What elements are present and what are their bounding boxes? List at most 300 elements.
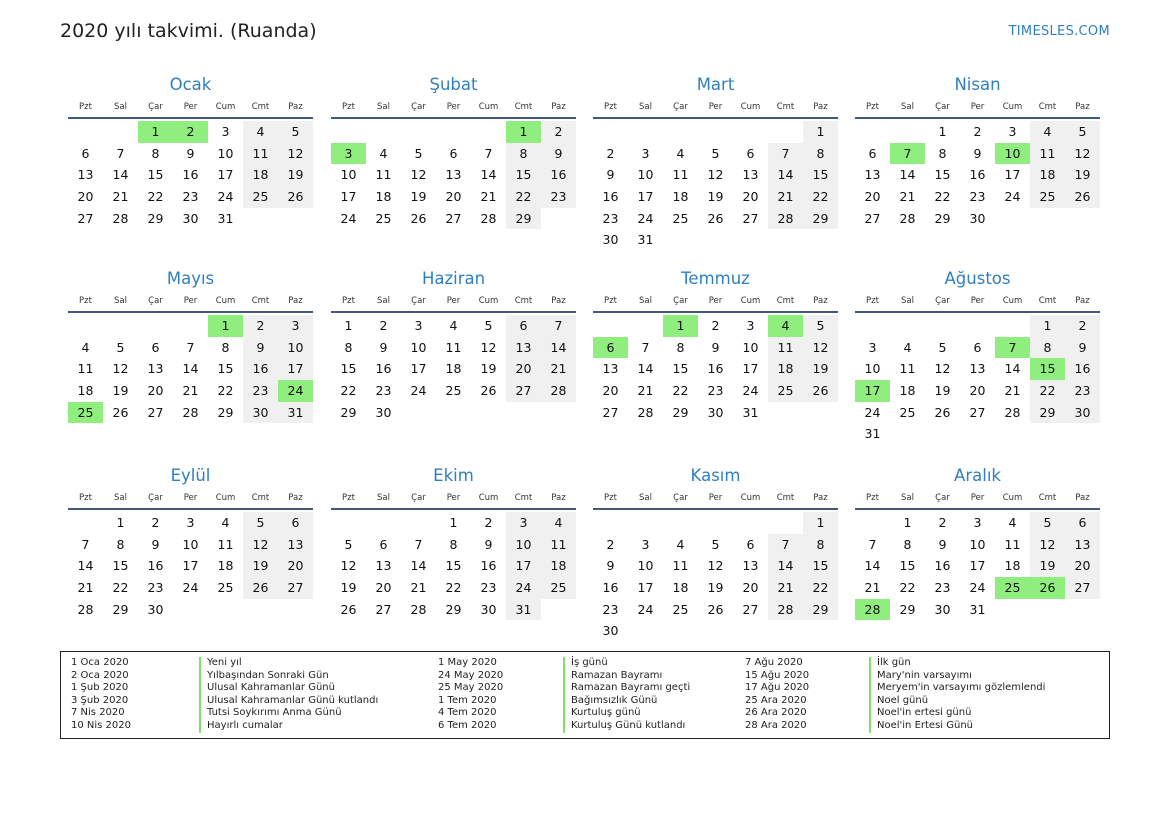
- day-cell: 1: [116, 515, 125, 530]
- day-cell: 23: [147, 580, 164, 596]
- day-cell: 5: [1065, 121, 1100, 143]
- weekday-label: Cmt: [776, 296, 795, 306]
- day-cell: 5: [116, 339, 125, 355]
- day-cell: 26: [112, 404, 129, 420]
- empty-cell: [698, 512, 733, 534]
- day-cell: 24: [742, 383, 759, 399]
- legend-holiday-name: Hayırlı cumalar: [207, 719, 283, 731]
- weekday-label: Cmt: [1038, 102, 1057, 112]
- weekday-label: Cum: [1002, 296, 1023, 306]
- day-cell: 19: [480, 361, 497, 377]
- day-cell: 6: [1065, 512, 1100, 534]
- day-cell: 3: [278, 315, 313, 337]
- legend-holiday-name: Yeni yıl: [207, 657, 242, 668]
- day-cell: 10: [637, 167, 654, 183]
- day-cell: 26: [278, 186, 313, 208]
- day-cell: 10: [969, 536, 986, 552]
- empty-cell: [436, 121, 471, 143]
- day-cell: 17: [637, 189, 654, 205]
- empty-cell: [733, 121, 768, 143]
- day-cell: 24: [217, 189, 234, 205]
- day-cell: 3: [868, 339, 877, 355]
- legend-date: 2 Oca 2020: [71, 669, 129, 681]
- day-cell: 9: [151, 536, 160, 552]
- day-cell: 27: [742, 210, 759, 226]
- day-cell: 16: [707, 361, 724, 377]
- holiday-day-cell: 2: [173, 121, 208, 143]
- day-cell: 24: [969, 580, 986, 596]
- month-block: [331, 465, 576, 620]
- day-cell: 21: [637, 383, 654, 399]
- day-cell: 15: [803, 555, 838, 577]
- holiday-day-cell: 24: [278, 380, 313, 402]
- day-cell: 10: [410, 339, 427, 355]
- day-cell: 11: [768, 337, 803, 359]
- day-cell: 31: [637, 232, 654, 248]
- day-cell: 16: [375, 361, 392, 377]
- empty-cell: [68, 315, 103, 337]
- day-cell: 19: [934, 383, 951, 399]
- weekday-label: Sal: [114, 493, 127, 503]
- day-cell: 15: [445, 558, 462, 574]
- empty-cell: [401, 121, 436, 143]
- month-block: [68, 268, 313, 423]
- day-cell: 13: [375, 558, 392, 574]
- weekday-label: Per: [183, 296, 198, 306]
- empty-cell: [628, 512, 663, 534]
- weekday-label: Pzt: [342, 296, 355, 306]
- weekday-label: Cum: [1002, 102, 1023, 112]
- day-cell: 1: [903, 515, 912, 530]
- weekday-label: Cmt: [1038, 493, 1057, 503]
- day-cell: 12: [278, 143, 313, 165]
- day-cell: 10: [340, 167, 357, 183]
- day-cell: 4: [221, 515, 230, 530]
- weekday-label: Cum: [740, 102, 761, 112]
- weekday-label: Paz: [1075, 493, 1090, 503]
- day-cell: 22: [340, 383, 357, 399]
- day-cell: 22: [1030, 380, 1065, 402]
- day-cell: 2: [973, 124, 982, 139]
- day-cell: 11: [375, 167, 392, 183]
- holiday-day-cell: 25: [995, 577, 1030, 599]
- day-cell: 20: [445, 189, 462, 205]
- legend-holiday-name: Kurtuluş Günü kutlandı: [571, 719, 686, 731]
- weekday-label: Cum: [740, 493, 761, 503]
- month-name: Haziran: [421, 269, 486, 288]
- day-cell: 17: [506, 555, 541, 577]
- day-cell: 27: [602, 404, 619, 420]
- day-cell: 18: [899, 383, 916, 399]
- day-cell: 30: [602, 623, 619, 639]
- day-cell: 19: [410, 189, 427, 205]
- day-cell: 11: [243, 143, 278, 165]
- day-cell: 25: [243, 186, 278, 208]
- day-cell: 30: [1065, 402, 1100, 424]
- day-cell: 2: [243, 315, 278, 337]
- weekday-label: Paz: [1075, 102, 1090, 112]
- day-cell: 14: [182, 361, 199, 377]
- day-cell: 5: [711, 145, 720, 161]
- weekday-label: Paz: [551, 296, 566, 306]
- weekday-label: Sal: [639, 102, 652, 112]
- legend-holiday-name: Tutsi Soykırımı Anma Günü: [207, 707, 342, 719]
- day-cell: 4: [541, 512, 576, 534]
- day-cell: 19: [112, 383, 129, 399]
- weekday-label: Çar: [935, 102, 950, 112]
- day-cell: 17: [217, 167, 234, 183]
- empty-cell: [960, 315, 995, 337]
- day-cell: 15: [899, 558, 916, 574]
- weekday-label: Pzt: [79, 296, 92, 306]
- day-cell: 30: [969, 210, 986, 226]
- day-cell: 29: [506, 208, 541, 230]
- weekday-label: Per: [708, 296, 723, 306]
- day-cell: 1: [938, 124, 947, 139]
- weekday-label: Cmt: [251, 296, 270, 306]
- day-cell: 16: [182, 167, 199, 183]
- day-cell: 2: [484, 515, 493, 530]
- weekday-label: Per: [970, 102, 985, 112]
- weekday-label: Per: [183, 102, 198, 112]
- day-cell: 4: [1030, 121, 1065, 143]
- weekday-label: Çar: [673, 296, 688, 306]
- day-cell: 13: [864, 167, 881, 183]
- day-cell: 12: [480, 339, 497, 355]
- weekday-label: Sal: [639, 493, 652, 503]
- page-title: 2020 yılı takvimi. (Ruanda): [60, 20, 317, 42]
- legend-holiday-name: Ulusal Kahramanlar Günü kutlandı: [207, 694, 379, 706]
- day-cell: 1: [803, 121, 838, 143]
- legend-holiday-name: Noel'in ertesi günü: [877, 707, 972, 719]
- day-cell: 18: [672, 189, 689, 205]
- day-cell: 17: [969, 558, 986, 574]
- legend-date: 10 Nis 2020: [71, 719, 131, 731]
- day-cell: 31: [969, 601, 986, 617]
- day-cell: 9: [1065, 337, 1100, 359]
- day-cell: 26: [707, 601, 724, 617]
- weekday-label: Sal: [901, 102, 914, 112]
- day-cell: 30: [243, 402, 278, 424]
- empty-cell: [925, 315, 960, 337]
- day-cell: 7: [641, 339, 650, 355]
- day-cell: 18: [375, 189, 392, 205]
- day-cell: 20: [375, 580, 392, 596]
- weekday-label: Pzt: [342, 493, 355, 503]
- empty-cell: [366, 512, 401, 534]
- holiday-day-cell: 10: [995, 143, 1030, 165]
- day-cell: 18: [1030, 164, 1065, 186]
- day-cell: 25: [445, 383, 462, 399]
- weekday-label: Cum: [478, 296, 499, 306]
- day-cell: 22: [506, 186, 541, 208]
- day-cell: 13: [742, 167, 759, 183]
- weekday-label: Çar: [935, 296, 950, 306]
- legend-dates-3: [745, 657, 809, 733]
- days-grid: [68, 121, 313, 229]
- weekday-label: Cmt: [1038, 296, 1057, 306]
- weekday-label: Per: [446, 493, 461, 503]
- legend-date: 6 Tem 2020: [438, 719, 497, 731]
- day-cell: 9: [186, 145, 195, 161]
- day-cell: 27: [278, 577, 313, 599]
- day-cell: 7: [484, 145, 493, 161]
- day-cell: 24: [410, 383, 427, 399]
- day-cell: 29: [934, 210, 951, 226]
- day-cell: 19: [1065, 164, 1100, 186]
- legend-date: 1 Tem 2020: [438, 694, 497, 706]
- day-cell: 21: [541, 358, 576, 380]
- day-cell: 28: [899, 210, 916, 226]
- month-block: [593, 74, 838, 251]
- legend-names-1: [199, 657, 378, 733]
- empty-cell: [733, 512, 768, 534]
- day-cell: 10: [506, 534, 541, 556]
- day-cell: 23: [480, 580, 497, 596]
- day-cell: 28: [77, 601, 94, 617]
- empty-cell: [768, 121, 803, 143]
- day-cell: 20: [742, 580, 759, 596]
- empty-cell: [366, 121, 401, 143]
- day-cell: 18: [445, 361, 462, 377]
- day-cell: 5: [938, 339, 947, 355]
- day-cell: 25: [899, 404, 916, 420]
- weekday-label: Cmt: [776, 493, 795, 503]
- day-cell: 24: [637, 601, 654, 617]
- weekday-label: Paz: [813, 296, 828, 306]
- day-cell: 10: [742, 339, 759, 355]
- day-cell: 27: [864, 210, 881, 226]
- weekday-label: Çar: [411, 102, 426, 112]
- day-cell: 25: [768, 380, 803, 402]
- day-cell: 16: [541, 164, 576, 186]
- day-cell: 22: [899, 580, 916, 596]
- day-cell: 14: [768, 555, 803, 577]
- day-cell: 2: [379, 318, 388, 333]
- weekday-label: Cum: [740, 296, 761, 306]
- empty-cell: [768, 512, 803, 534]
- weekday-label: Per: [183, 493, 198, 503]
- holiday-day-cell: 6: [593, 337, 628, 359]
- days-grid: [68, 315, 313, 423]
- day-cell: 18: [1004, 558, 1021, 574]
- holiday-day-cell: 1: [138, 121, 173, 143]
- legend-names-2: [563, 657, 690, 733]
- day-cell: 28: [480, 210, 497, 226]
- day-cell: 11: [77, 361, 94, 377]
- empty-cell: [890, 121, 925, 143]
- day-cell: 22: [112, 580, 129, 596]
- day-cell: 7: [868, 536, 877, 552]
- day-cell: 30: [182, 210, 199, 226]
- day-cell: 13: [278, 534, 313, 556]
- weekday-label: Sal: [377, 493, 390, 503]
- day-cell: 2: [938, 515, 947, 530]
- day-cell: 14: [480, 167, 497, 183]
- day-cell: 24: [1004, 189, 1021, 205]
- holiday-day-cell: 7: [890, 143, 925, 165]
- day-cell: 22: [934, 189, 951, 205]
- day-cell: 3: [221, 124, 230, 139]
- weekday-label: Paz: [551, 493, 566, 503]
- empty-cell: [103, 315, 138, 337]
- day-cell: 10: [278, 337, 313, 359]
- day-cell: 9: [484, 536, 493, 552]
- day-cell: 13: [77, 167, 94, 183]
- month-name: Ağustos: [944, 269, 1011, 288]
- month-block: [593, 465, 838, 642]
- day-cell: 5: [344, 536, 353, 552]
- day-cell: 21: [480, 189, 497, 205]
- legend-date: 15 Ağu 2020: [745, 669, 810, 681]
- day-cell: 25: [672, 601, 689, 617]
- day-cell: 11: [541, 534, 576, 556]
- weekday-label: Pzt: [866, 102, 879, 112]
- days-grid: [855, 512, 1100, 620]
- legend-holiday-name: Ramazan Bayramı geçti: [571, 682, 691, 694]
- day-cell: 25: [672, 210, 689, 226]
- day-cell: 22: [217, 383, 234, 399]
- day-cell: 8: [221, 339, 230, 355]
- day-cell: 28: [541, 380, 576, 402]
- day-cell: 3: [641, 536, 650, 552]
- weekday-label: Pzt: [604, 102, 617, 112]
- month-block: [855, 74, 1100, 229]
- days-grid: [331, 315, 576, 423]
- weekday-header: [855, 491, 1100, 510]
- legend-date: 25 May 2020: [438, 682, 504, 694]
- day-cell: 23: [602, 210, 619, 226]
- weekday-label: Çar: [673, 493, 688, 503]
- day-cell: 2: [606, 536, 615, 552]
- month-name: Temmuz: [681, 269, 750, 288]
- day-cell: 7: [414, 536, 423, 552]
- day-cell: 10: [217, 145, 234, 161]
- day-cell: 11: [672, 558, 689, 574]
- day-cell: 23: [541, 186, 576, 208]
- day-cell: 24: [182, 580, 199, 596]
- day-cell: 19: [707, 189, 724, 205]
- day-cell: 12: [243, 534, 278, 556]
- day-cell: 17: [278, 358, 313, 380]
- empty-cell: [890, 315, 925, 337]
- day-cell: 27: [147, 404, 164, 420]
- day-cell: 29: [803, 208, 838, 230]
- weekday-label: Sal: [114, 102, 127, 112]
- weekday-label: Çar: [411, 493, 426, 503]
- weekday-label: Cmt: [514, 296, 533, 306]
- day-cell: 7: [541, 315, 576, 337]
- day-cell: 8: [676, 339, 685, 355]
- day-cell: 20: [506, 358, 541, 380]
- month-name: Eylül: [170, 466, 211, 485]
- holiday-day-cell: 15: [1030, 358, 1065, 380]
- day-cell: 30: [147, 601, 164, 617]
- day-cell: 27: [1065, 577, 1100, 599]
- day-cell: 26: [410, 210, 427, 226]
- day-cell: 3: [973, 515, 982, 530]
- weekday-header: [68, 100, 313, 119]
- day-cell: 9: [606, 558, 615, 574]
- weekday-label: Paz: [813, 493, 828, 503]
- holiday-day-cell: 26: [1030, 577, 1065, 599]
- day-cell: 6: [278, 512, 313, 534]
- day-cell: 2: [606, 145, 615, 161]
- empty-cell: [855, 121, 890, 143]
- day-cell: 31: [217, 210, 234, 226]
- day-cell: 24: [340, 210, 357, 226]
- day-cell: 29: [899, 601, 916, 617]
- day-cell: 3: [506, 512, 541, 534]
- day-cell: 11: [899, 361, 916, 377]
- month-block: [855, 268, 1100, 445]
- day-cell: 26: [340, 601, 357, 617]
- day-cell: 26: [243, 577, 278, 599]
- day-cell: 29: [803, 599, 838, 621]
- day-cell: 27: [506, 380, 541, 402]
- day-cell: 7: [768, 143, 803, 165]
- day-cell: 28: [1004, 404, 1021, 420]
- holiday-day-cell: 17: [855, 380, 890, 402]
- day-cell: 1: [1030, 315, 1065, 337]
- day-cell: 6: [449, 145, 458, 161]
- day-cell: 8: [449, 536, 458, 552]
- weekday-label: Cmt: [251, 102, 270, 112]
- brand-link[interactable]: TIMESLES.COM: [1008, 24, 1110, 39]
- holiday-day-cell: 3: [331, 143, 366, 165]
- day-cell: 15: [147, 167, 164, 183]
- day-cell: 16: [602, 189, 619, 205]
- day-cell: 18: [217, 558, 234, 574]
- weekday-label: Paz: [288, 296, 303, 306]
- holiday-day-cell: 1: [506, 121, 541, 143]
- day-cell: 18: [672, 580, 689, 596]
- day-cell: 6: [506, 315, 541, 337]
- legend-holiday-name: Noel'in Ertesi Günü: [877, 719, 974, 731]
- day-cell: 20: [278, 555, 313, 577]
- empty-cell: [628, 315, 663, 337]
- weekday-label: Çar: [148, 296, 163, 306]
- day-cell: 8: [344, 339, 353, 355]
- day-cell: 27: [445, 210, 462, 226]
- empty-cell: [663, 121, 698, 143]
- legend-holiday-name: İlk gün: [877, 657, 911, 668]
- month-block: [68, 465, 313, 620]
- day-cell: 28: [410, 601, 427, 617]
- day-cell: 26: [803, 380, 838, 402]
- holiday-legend: [60, 651, 1110, 739]
- day-cell: 12: [707, 167, 724, 183]
- empty-cell: [68, 512, 103, 534]
- day-cell: 31: [278, 402, 313, 424]
- month-name: Mart: [696, 75, 735, 94]
- legend-date: 1 Şub 2020: [71, 682, 129, 694]
- month-name: Ekim: [433, 466, 474, 485]
- day-cell: 1: [344, 318, 353, 333]
- day-cell: 23: [934, 580, 951, 596]
- day-cell: 23: [969, 189, 986, 205]
- weekday-label: Cum: [215, 296, 236, 306]
- weekday-label: Çar: [411, 296, 426, 306]
- month-name: Aralık: [954, 466, 1001, 485]
- day-cell: 19: [340, 580, 357, 596]
- weekday-header: [593, 100, 838, 119]
- day-cell: 5: [243, 512, 278, 534]
- day-cell: 13: [969, 361, 986, 377]
- day-cell: 20: [864, 189, 881, 205]
- weekday-header: [593, 294, 838, 313]
- day-cell: 6: [746, 536, 755, 552]
